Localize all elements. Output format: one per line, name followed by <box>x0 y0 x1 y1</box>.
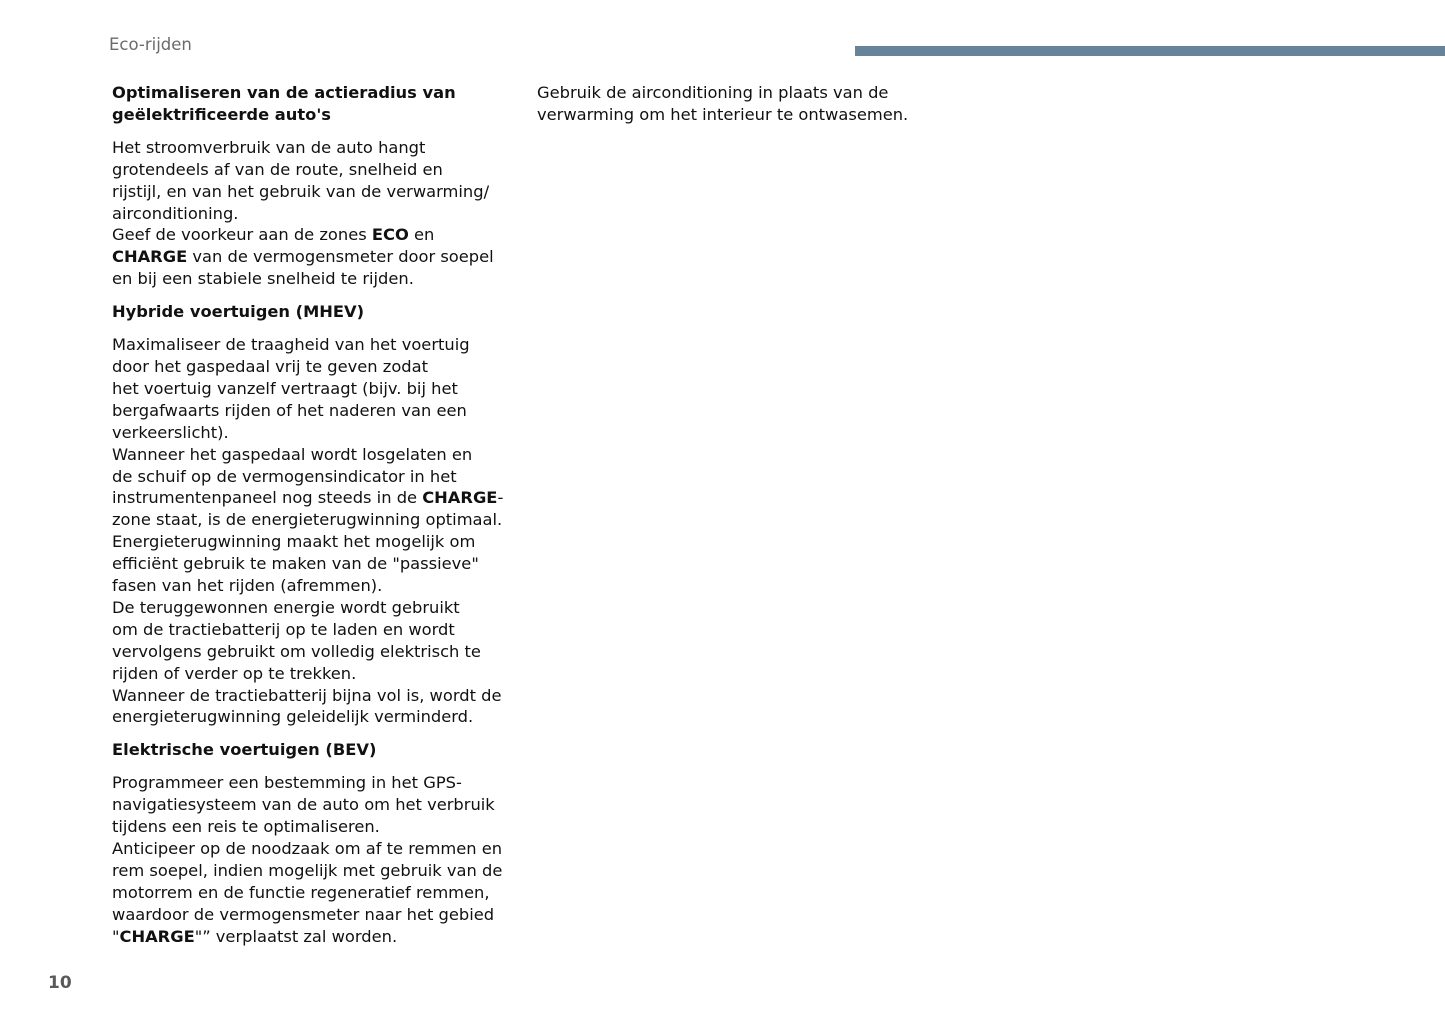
text-line <box>112 246 522 268</box>
text-fragment: "” verplaatst zal worden. <box>194 926 398 946</box>
paragraph-hybrid <box>112 334 522 728</box>
text-line <box>112 224 522 246</box>
charge-zone-label: CHARGE <box>422 488 498 508</box>
text-line: navigatiesysteem van de auto om het verbruik <box>112 795 495 815</box>
text-fragment: " <box>112 926 120 946</box>
right-column <box>537 82 937 137</box>
left-column <box>112 82 522 959</box>
text-line: zone staat, is de energieterugwinning optimaal. <box>112 510 503 530</box>
text-line: vervolgens gebruikt om volledig elektrisch te <box>112 641 481 661</box>
text-line: rijden of verder op te trekken. <box>112 663 357 683</box>
section-header-title: Eco-rijden <box>109 35 192 54</box>
text-line: Gebruik de airconditioning in plaats van de <box>537 83 889 102</box>
text-line: Energieterugwinning maakt het mogelijk om <box>112 532 476 552</box>
text-fragment: instrumentenpaneel nog steeds in de <box>112 488 423 508</box>
text-line: tijdens een reis te optimaliseren. <box>112 817 380 837</box>
text-line: verkeerslicht). <box>112 422 229 442</box>
text-fragment: en <box>408 225 435 245</box>
text-line: Anticipeer op de noodzaak om af te remmen en <box>112 839 503 858</box>
text-line: verwarming om het interieur te ontwasemen. <box>537 104 909 124</box>
text-line: bergafwaarts rijden of het naderen van een <box>112 400 467 420</box>
page-number: 10 <box>48 973 72 993</box>
text-fragment: van de vermogensmeter door soepel <box>187 247 494 267</box>
text-line <box>112 487 522 509</box>
text-line: het voertuig vanzelf vertraagt (bijv. bij het <box>112 378 458 398</box>
text-line: De teruggewonnen energie wordt gebruikt <box>112 597 460 617</box>
charge-zone-label: CHARGE <box>112 247 188 267</box>
text-line: Wanneer het gaspedaal wordt losgelaten en <box>112 444 473 464</box>
heading-line: Optimaliseren van de actieradius van <box>112 83 456 102</box>
paragraph-power-consumption <box>112 137 522 290</box>
text-fragment: - <box>497 488 504 508</box>
text-line: efficiënt gebruik te maken van de "passieve" <box>112 554 479 574</box>
header-accent-bar <box>855 46 1445 56</box>
text-line: fasen van het rijden (afremmen). <box>112 576 383 596</box>
text-line: rijstijl, en van het gebruik van de verwarming/ <box>112 181 490 201</box>
text-line: Wanneer de tractiebatterij bijna vol is, wordt de <box>112 685 502 705</box>
heading-electric-vehicles: Elektrische voertuigen (BEV) <box>112 740 377 760</box>
paragraph-electric <box>112 772 522 947</box>
text-line: om de tractiebatterij op te laden en wordt <box>112 619 455 639</box>
text-line: Programmeer een bestemming in het GPS- <box>112 773 462 793</box>
text-line <box>112 926 522 948</box>
charge-zone-label: CHARGE <box>119 926 195 946</box>
heading-hybrid-vehicles: Hybride voertuigen (MHEV) <box>112 302 365 322</box>
text-line: en bij een stabiele snelheid te rijden. <box>112 269 414 289</box>
text-line: rem soepel, indien mogelijk met gebruik van de <box>112 860 503 880</box>
paragraph-air-conditioning <box>537 82 937 126</box>
text-line: de schuif op de vermogensindicator in het <box>112 466 457 486</box>
eco-zone-label: ECO <box>371 225 409 245</box>
text-line: Het stroomverbruik van de auto hangt <box>112 137 426 157</box>
text-line: grotendeels af van de route, snelheid en <box>112 159 443 179</box>
text-line: waardoor de vermogensmeter naar het gebied <box>112 904 495 924</box>
heading-line: geëlektrificeerde auto's <box>112 104 332 124</box>
text-line: airconditioning. <box>112 203 239 223</box>
text-fragment: Geef de voorkeur aan de zones <box>112 225 372 245</box>
text-line: Maximaliseer de traagheid van het voertuig <box>112 335 470 355</box>
text-line: door het gaspedaal vrij te geven zodat <box>112 356 428 376</box>
text-line: energieterugwinning geleidelijk verminderd. <box>112 707 474 727</box>
heading-range-optimization <box>112 82 522 126</box>
text-line: motorrem en de functie regeneratief remmen, <box>112 882 490 902</box>
